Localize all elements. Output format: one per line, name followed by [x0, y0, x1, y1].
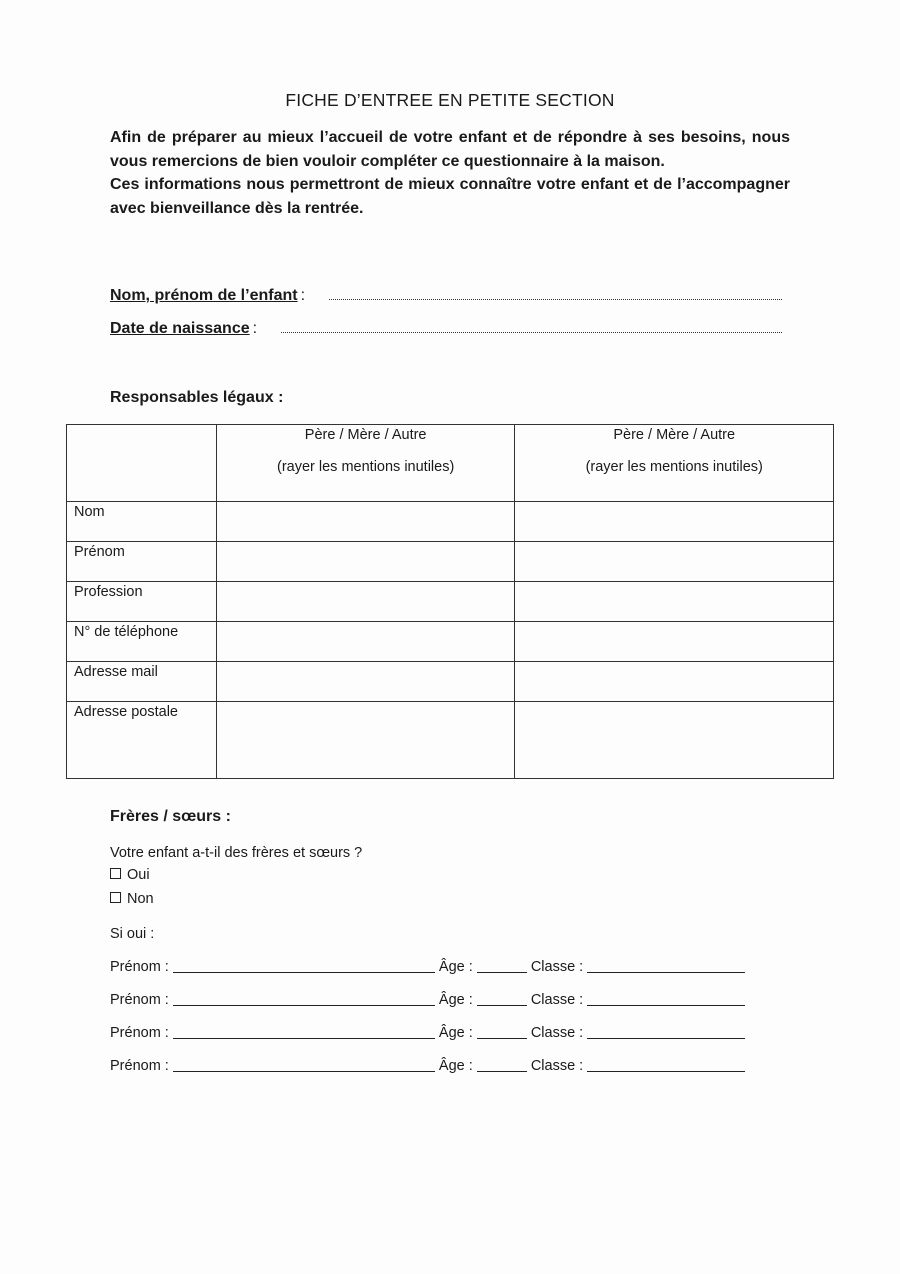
- sibling-class-label: Classe :: [530, 1025, 584, 1041]
- sibling-age-line[interactable]: [477, 993, 527, 1006]
- guardian-1-prenom-cell[interactable]: [216, 542, 515, 582]
- sibling-first-name-label: Prénom :: [110, 1058, 169, 1074]
- guardian-2-profession-cell[interactable]: [515, 582, 834, 622]
- checkbox-yes[interactable]: [110, 868, 121, 879]
- guardian-2-nom-cell[interactable]: [515, 502, 834, 542]
- sibling-row: [110, 959, 790, 975]
- guardian-1-email-cell[interactable]: [216, 662, 515, 702]
- sibling-age-line[interactable]: [477, 960, 527, 973]
- child-name-field[interactable]: [110, 287, 782, 305]
- sibling-row: [110, 1025, 790, 1041]
- page-title: FICHE D’ENTREE EN PETITE SECTION: [285, 90, 615, 110]
- sibling-age-label: Âge :: [438, 1058, 473, 1074]
- table-row: [67, 502, 834, 542]
- guardian-2-email-cell[interactable]: [515, 662, 834, 702]
- guardians-title: Responsables légaux :: [110, 389, 284, 406]
- child-name-dotted-line[interactable]: [329, 287, 782, 300]
- guardians-header-row: [67, 425, 834, 502]
- table-row: [67, 702, 834, 779]
- guardian-1-profession-cell[interactable]: [216, 582, 515, 622]
- guardian-1-header-line2: (rayer les mentions inutiles): [277, 459, 455, 475]
- table-row: [67, 582, 834, 622]
- birthdate-field[interactable]: [110, 320, 782, 338]
- birthdate-colon: :: [252, 320, 258, 337]
- sibling-first-name-label: Prénom :: [110, 959, 169, 975]
- guardian-2-header: [515, 425, 834, 502]
- sibling-age-label: Âge :: [438, 992, 473, 1008]
- sibling-class-label: Classe :: [530, 1058, 584, 1074]
- sibling-first-name-label: Prénom :: [110, 992, 169, 1008]
- sibling-class-label: Classe :: [530, 992, 584, 1008]
- row-label-nom: Nom: [67, 502, 217, 542]
- intro-paragraph-2: Ces informations nous permettront de mieux connaître votre enfant et de l’accompagner avec bienveillance dès la rentrée.: [110, 176, 790, 217]
- sibling-first-name-line[interactable]: [173, 1026, 435, 1039]
- birthdate-dotted-line[interactable]: [281, 320, 782, 333]
- guardian-1-telephone-cell[interactable]: [216, 622, 515, 662]
- row-label-email: Adresse mail: [67, 662, 217, 702]
- sibling-first-name-label: Prénom :: [110, 1025, 169, 1041]
- sibling-class-line[interactable]: [587, 1026, 745, 1039]
- siblings-title: Frères / sœurs :: [110, 808, 231, 825]
- guardian-1-header-line1: Père / Mère / Autre: [304, 427, 427, 443]
- if-yes-label: Si oui :: [110, 926, 155, 942]
- sibling-age-label: Âge :: [438, 1025, 473, 1041]
- row-label-adresse-postale: Adresse postale: [67, 702, 217, 779]
- sibling-class-line[interactable]: [587, 960, 745, 973]
- table-row: [67, 622, 834, 662]
- guardian-2-telephone-cell[interactable]: [515, 622, 834, 662]
- table-row: [67, 662, 834, 702]
- sibling-class-line[interactable]: [587, 1059, 745, 1072]
- sibling-row: [110, 1058, 790, 1074]
- row-label-telephone: N° de téléphone: [67, 622, 217, 662]
- intro-paragraph-1: Afin de préparer au mieux l’accueil de votre enfant et de répondre à ses besoins, nous vous remercions de bien vouloir compléter ce questionnaire à la maison.: [110, 129, 790, 170]
- guardian-1-header: [216, 425, 515, 502]
- option-no-label: Non: [127, 891, 154, 907]
- row-label-profession: Profession: [67, 582, 217, 622]
- checkbox-no[interactable]: [110, 892, 121, 903]
- sibling-class-line[interactable]: [587, 993, 745, 1006]
- sibling-first-name-line[interactable]: [173, 1059, 435, 1072]
- sibling-age-line[interactable]: [477, 1059, 527, 1072]
- sibling-first-name-line[interactable]: [173, 960, 435, 973]
- sibling-age-label: Âge :: [438, 959, 473, 975]
- header-empty-cell: [67, 425, 217, 502]
- sibling-age-line[interactable]: [477, 1026, 527, 1039]
- guardian-2-header-line1: Père / Mère / Autre: [613, 427, 736, 443]
- child-name-label: Nom, prénom de l’enfant: [110, 287, 298, 304]
- table-row: [67, 542, 834, 582]
- sibling-first-name-line[interactable]: [173, 993, 435, 1006]
- sibling-row: [110, 992, 790, 1008]
- guardians-table: [66, 424, 834, 779]
- intro-text: [110, 126, 790, 220]
- siblings-question: Votre enfant a-t-il des frères et sœurs ?: [110, 845, 363, 861]
- guardian-1-address-cell[interactable]: [216, 702, 515, 779]
- guardian-2-address-cell[interactable]: [515, 702, 834, 779]
- row-label-prenom: Prénom: [67, 542, 217, 582]
- child-name-colon: :: [300, 287, 306, 304]
- guardian-2-prenom-cell[interactable]: [515, 542, 834, 582]
- option-yes-label: Oui: [127, 867, 150, 883]
- guardian-1-nom-cell[interactable]: [216, 502, 515, 542]
- option-yes[interactable]: [110, 867, 150, 883]
- birthdate-label: Date de naissance: [110, 320, 250, 337]
- guardian-2-header-line2: (rayer les mentions inutiles): [585, 459, 763, 475]
- sibling-class-label: Classe :: [530, 959, 584, 975]
- option-no[interactable]: [110, 891, 154, 907]
